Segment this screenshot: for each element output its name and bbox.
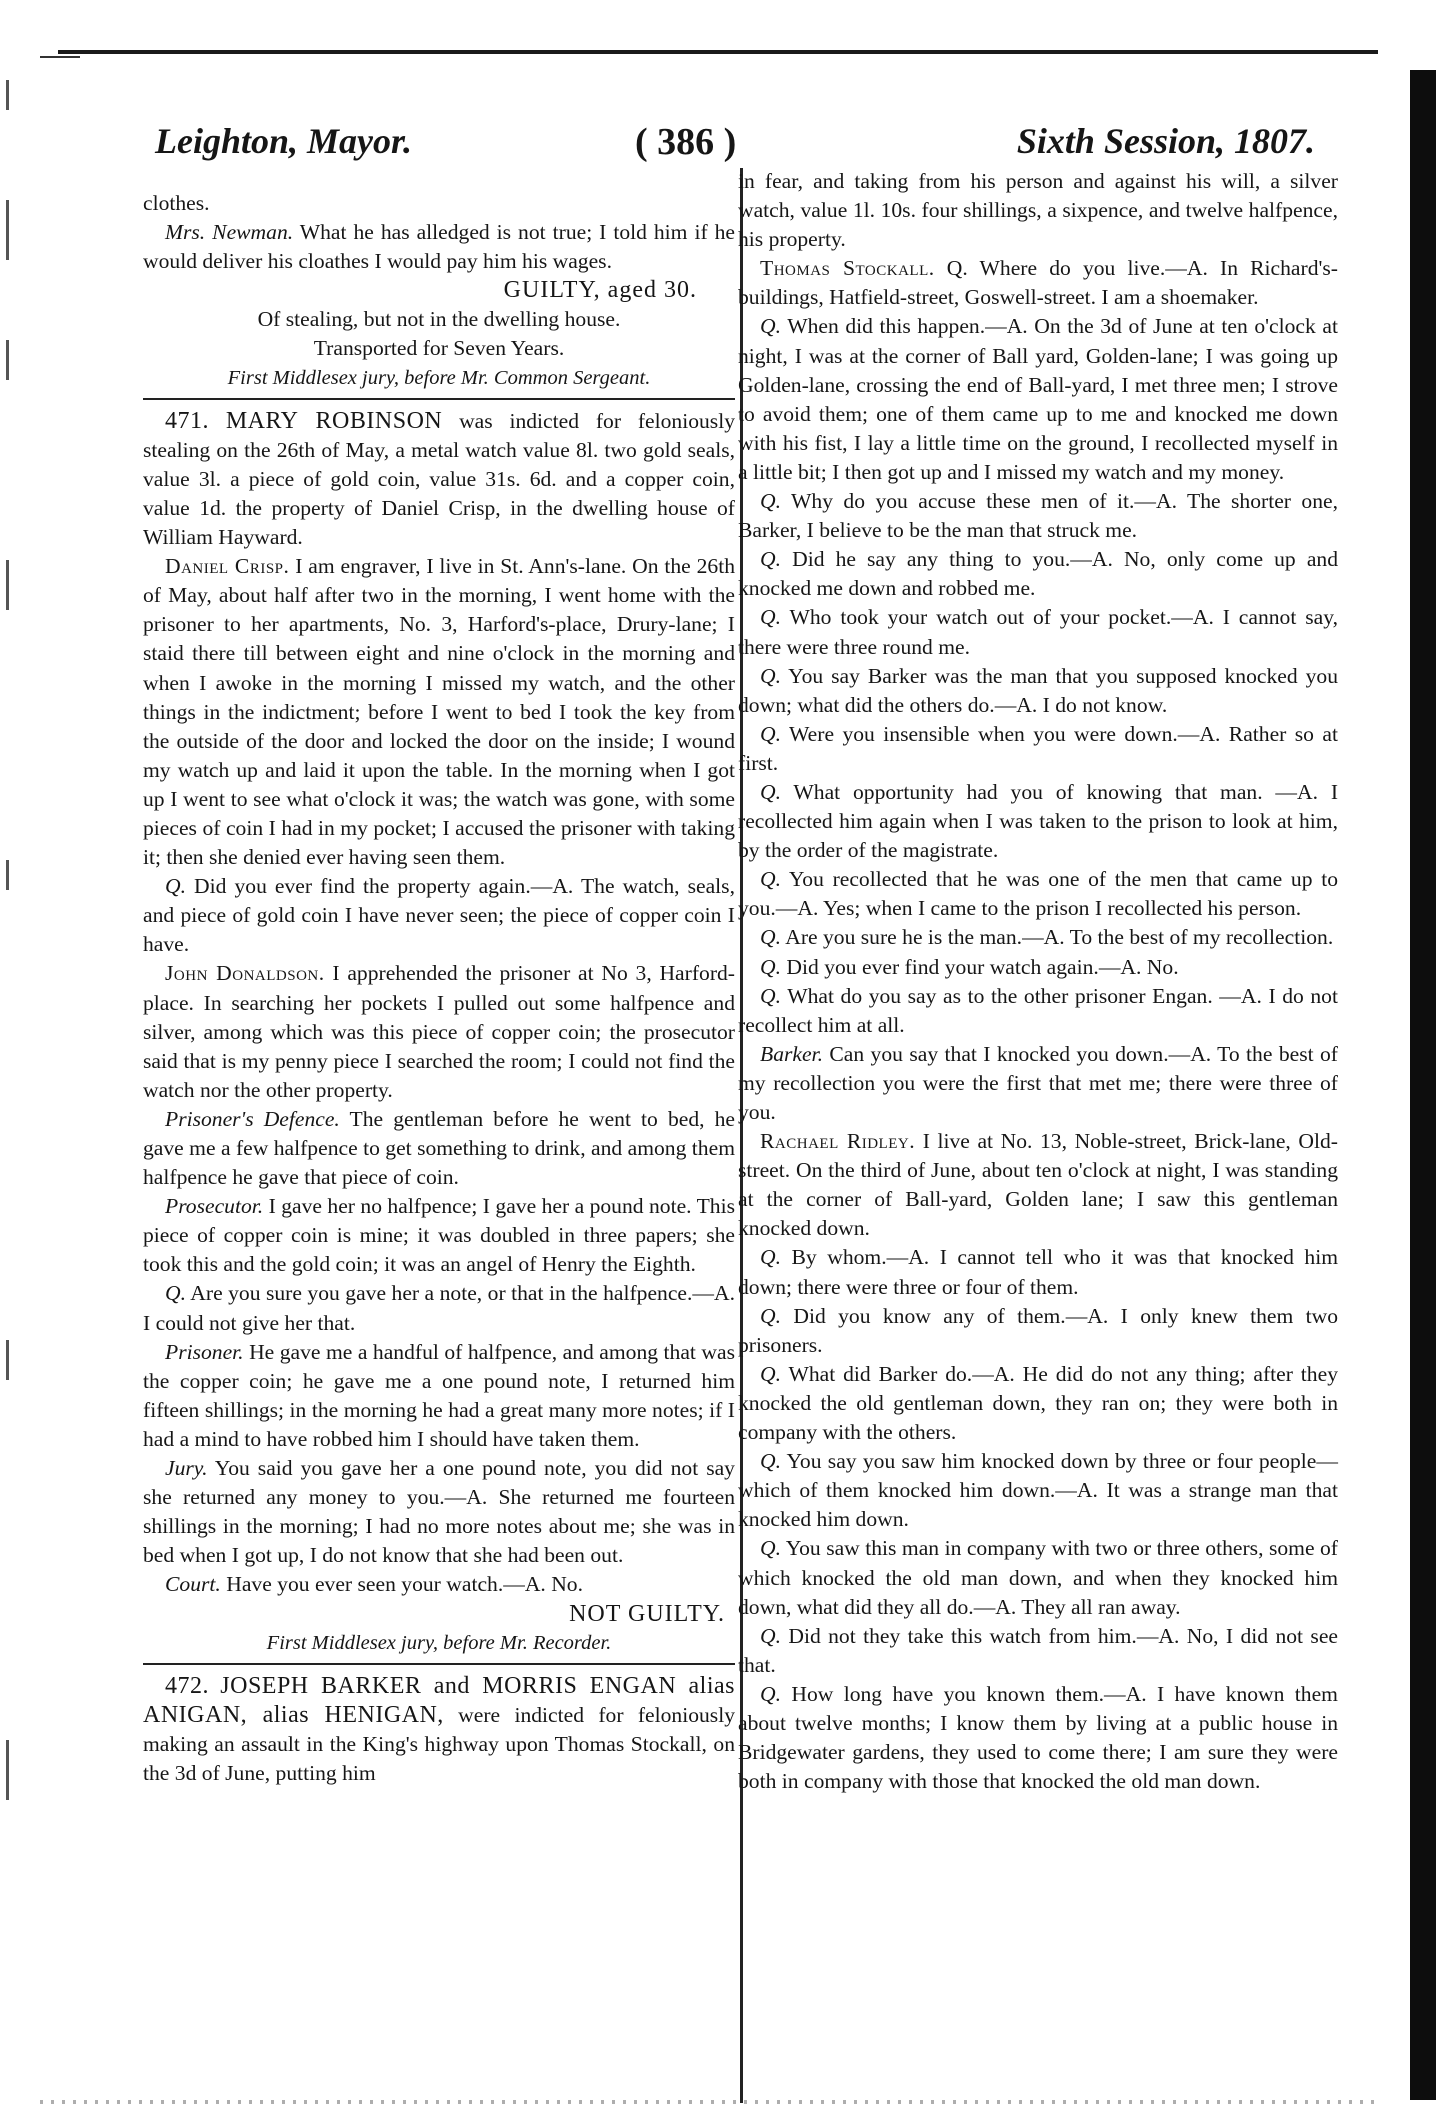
case-indictment (143, 1672, 735, 1788)
testimony-paragraph (143, 1570, 735, 1599)
testimony-paragraph (738, 312, 1338, 487)
speech-text: How long have you known them.—A. I have known them about twelve months; I know them by living at a public house in Bridgewater gardens, they used to come there; I am sure they were both in company with those that knocked the old man down. (738, 1681, 1338, 1794)
speech-text: Did you ever find your watch again.—A. No. (786, 954, 1179, 979)
speaker-label: Mrs. Newman. (165, 220, 294, 245)
speaker-label: Q. (760, 1449, 781, 1474)
case-separator (143, 398, 735, 400)
testimony-paragraph (738, 603, 1338, 661)
speech-text: Who took your watch out of your pocket.—A. I cannot say, there were three round me. (738, 605, 1338, 659)
verdict-detail: Of stealing, but not in the dwelling house. (257, 307, 621, 332)
top-rule-mark (40, 56, 80, 58)
case-number: 471. (165, 407, 209, 434)
speech-text: Are you sure he is the man.—A. To the best of my recollection. (785, 925, 1334, 950)
binding-shadow (1410, 70, 1436, 2100)
jury-line: First Middlesex jury, before Mr. Recorder. (266, 1631, 612, 1654)
speech-text: I am engraver, I live in St. Ann's-lane. On the 26th of May, about half after two in the morning, I went home with the prisoner to her apartments, No. 3, Harford's-place, Drury-lane; I staid there till between eight and nine o'clock in the morning and when I awoke in the morning I missed my watch, and the other things in the indictment; before I went to bed I took the key from the outside of the door and locked the door on the inside; I wound my watch up and laid it upon the table. In the morning when I got up I went to see what o'clock it was; the watch was gone, with some pieces of coin I had in my pocket; I accused the prisoner with taking it; then she denied ever having seen them. (143, 554, 735, 870)
speech-text: Did he say any thing to you.—A. No, only come up and knocked me down and robbed me. (738, 547, 1338, 601)
indictment-text: were indicted for feloniously making an assault in the King's highway upon Thomas Stockall, on the 3d of June, putting him (143, 1702, 735, 1785)
speech-text: Can you say that I knocked you down.—A. To the best of my recollection you were the first that met me; there were three of you. (738, 1041, 1338, 1124)
speaker-label: Daniel Crisp. (165, 554, 290, 579)
paragraph (143, 218, 735, 276)
speaker-label: Court. (165, 1572, 221, 1597)
testimony-paragraph (738, 1447, 1338, 1534)
speech-text: Were you insensible when you were down.—A. Rather so at first. (738, 721, 1338, 775)
speaker-label: Q. (760, 721, 781, 746)
speaker-label: Prosecutor. (165, 1194, 264, 1219)
speaker-label: Q. (760, 314, 781, 339)
testimony-paragraph (738, 1680, 1338, 1796)
speech-text: You saw this man in company with two or three others, some of which knocked the old man down, and when they knocked him down, what did they all do.—A. They all ran away. (738, 1536, 1338, 1619)
speech-text: Q. Where do you live.—A. In Richard's-buildings, Hatfield-street, Goswell-street. I am a shoemaker. (738, 256, 1338, 310)
right-column (738, 167, 1338, 1796)
speaker-label: John Donaldson. (165, 961, 325, 986)
testimony-paragraph (738, 1243, 1338, 1301)
sentence: Transported for Seven Years. (313, 336, 565, 361)
testimony-paragraph (738, 982, 1338, 1040)
page-edge-left (0, 40, 26, 2090)
testimony-paragraph (738, 1622, 1338, 1680)
jury-line: First Middlesex jury, before Mr. Common Sergeant. (227, 366, 651, 389)
speaker-label: Q. (760, 605, 781, 630)
testimony-paragraph (143, 872, 735, 959)
speaker-label: Q. (760, 489, 781, 514)
testimony-paragraph (738, 545, 1338, 603)
speech-text: Have you ever seen your watch.—A. No. (226, 1572, 584, 1597)
testimony-paragraph (143, 959, 735, 1104)
speech-text: By whom.—A. I cannot tell who it was that knocked him down; there were three or four of them. (738, 1245, 1338, 1299)
speaker-label: Q. (760, 983, 781, 1008)
speech-text: When did this happen.—A. On the 3d of June at ten o'clock at night, I was at the corner of Ball yard, Golden-lane; I was going up Golden-lane, crossing the end of Ball-yard, I met three men; I strove to avoid them; one of them came up to me and knocked me down with his fist, I lay a little time on the ground, I recollected myself in a little bit; I then got up and I missed my watch and my money. (738, 314, 1338, 484)
case-separator (143, 1663, 735, 1665)
speech-text: What he has alledged is not true; I told him if he would deliver his cloathes I would pay him his wages. (143, 220, 735, 274)
paragraph: clothes. (143, 191, 210, 215)
testimony-list (738, 167, 1338, 1796)
speaker-label: Q. (760, 1536, 781, 1561)
speaker-label: Prisoner's Defence. (165, 1106, 340, 1131)
speaker-label: Barker. (760, 1041, 823, 1066)
speaker-label: Q. (760, 547, 781, 572)
testimony-paragraph (738, 1302, 1338, 1360)
speech-text: Did not they take this watch from him.—A. No, I did not see that. (738, 1623, 1338, 1677)
speaker-label: Q. (165, 874, 186, 899)
speech-text: What do you say as to the other prisoner Engan. —A. I do not recollect him at all. (738, 983, 1338, 1037)
testimony-paragraph (738, 1127, 1338, 1243)
case-indictment (143, 407, 735, 552)
speaker-label: Q. (760, 779, 781, 804)
testimony-paragraph (738, 865, 1338, 923)
testimony-paragraph (738, 720, 1338, 778)
testimony-paragraph (143, 1192, 735, 1279)
speech-text: The gentleman before he went to bed, he gave me a few halfpence to get something to drink, and among them halfpence he gave that piece of coin. (143, 1106, 735, 1190)
speech-text: Did you know any of them.—A. I only knew them two prisoners. (738, 1303, 1339, 1357)
speech-text: He gave me a handful of halfpence, and among that was the copper coin; he gave me a one pound note, I returned him fifteen shillings; in the morning he had a great many more notes; if I had a mind to have robbed him I should have taken them. (143, 1339, 735, 1451)
top-rule (58, 50, 1378, 54)
testimony-paragraph (738, 662, 1338, 720)
speech-text: What did Barker do.—A. He did do not any thing; after they knocked the old gentleman down, they ran on; they were both in company with the others. (738, 1361, 1338, 1445)
speaker-label: Jury. (165, 1456, 208, 1481)
speaker-label: Q. (760, 1361, 781, 1386)
testimony-paragraph (738, 254, 1338, 312)
testimony-paragraph (143, 552, 735, 872)
speaker-label: Prisoner. (165, 1339, 244, 1364)
verdict-not-guilty: NOT GUILTY. (569, 1600, 725, 1627)
speech-text: You said you gave her a one pound note, you did not say she returned any money to you.—A. She returned me fourteen shillings in the morning; I had no more notes about me; she was in bed when I got up, I do not know that she had been out. (143, 1456, 735, 1568)
speaker-label: Q. (760, 663, 781, 688)
speaker-label: Q. (760, 1303, 781, 1328)
testimony-paragraph (143, 1279, 735, 1337)
defendant-name: JOSEPH BARKER and MORRIS ENGAN alias ANIGAN, alias HENIGAN, (143, 1672, 735, 1728)
speaker-label: Q. (760, 1623, 781, 1648)
testimony-paragraph (738, 1360, 1338, 1447)
speaker-label: Q. (760, 1245, 781, 1270)
testimony-paragraph (738, 923, 1338, 952)
speech-text: I gave her no halfpence; I gave her a pound note. This piece of copper coin is mine; it was doubled in three papers; she took this and the gold coin; it was an angel of Henry the Eighth. (143, 1194, 735, 1277)
speaker-label: Thomas Stockall. (760, 256, 935, 281)
testimony-paragraph (738, 1040, 1338, 1127)
speaker-label: Q. (760, 954, 781, 979)
speech-text: Are you sure you gave her a note, or that in the halfpence.—A. I could not give her that. (143, 1281, 735, 1335)
left-column (143, 189, 735, 1788)
testimony-paragraph (738, 1534, 1338, 1621)
speech-text: Did you ever find the property again.—A. The watch, seals, and piece of gold coin I have never seen; the piece of copper coin I have. (143, 874, 735, 957)
speech-text: You say you saw him knocked down by three or four people—which of them knocked him down.—A. It was a strange man that knocked him down. (738, 1449, 1338, 1532)
testimony-paragraph (143, 1454, 735, 1570)
speech-text: I apprehended the prisoner at No 3, Harford-place. In searching her pockets I pulled out some halfpence and silver, among which was this piece of copper coin; the prosecutor said that is my penny piece I searched the room; I could not find the watch nor the other property. (143, 961, 735, 1102)
defendant-name: MARY ROBINSON (225, 407, 443, 434)
speech-text: What opportunity had you of knowing that man. —A. I recollected him again when I was taken to the prison to look at him, by the order of the magistrate. (738, 779, 1339, 863)
testimony-list (143, 552, 735, 1599)
running-header (155, 120, 1315, 170)
speaker-label: Q. (165, 1281, 186, 1306)
verdict-guilty: GUILTY, aged 30. (503, 277, 697, 304)
testimony-paragraph (143, 1105, 735, 1192)
speech-text: in fear, and taking from his person and against his will, a silver watch, value 1l. 10s. four shillings, a sixpence, and twelve halfpence, his property. (738, 169, 1338, 252)
page-number: ( 386 ) (635, 121, 737, 163)
speaker-label: Q. (760, 925, 781, 950)
header-session: Sixth Session, 1807. (1016, 121, 1315, 161)
indictment-text: was indicted for feloniously stealing on the 26th of May, a metal watch value 8l. two gold seals, value 3l. a piece of gold coin, value 31s. 6d. and a copper coin, value 1d. the property of Daniel Crisp, in the dwelling house of William Hayward. (143, 408, 735, 550)
speech-text: I live at No. 13, Noble-street, Brick-lane, Old-street. On the third of June, about ten o'clock at night, I was standing at the corner of Ball-yard, Golden lane; I saw this gentleman knocked down. (738, 1129, 1338, 1241)
speaker-label: Q. (760, 867, 781, 892)
speaker-label: Rachael Ridley. (760, 1129, 916, 1154)
testimony-paragraph (738, 487, 1338, 545)
testimony-paragraph (738, 778, 1338, 865)
case-number: 472. (165, 1672, 209, 1699)
speaker-label: Q. (760, 1681, 781, 1706)
speech-text: Why do you accuse these men of it.—A. The shorter one, Barker, I believe to be the man that struck me. (738, 489, 1338, 543)
testimony-paragraph (738, 167, 1338, 254)
bottom-edge (40, 2100, 1380, 2104)
testimony-paragraph (143, 1338, 735, 1454)
speech-text: You recollected that he was one of the men that came up to you.—A. Yes; when I came to the prison I recollected his person. (738, 867, 1338, 921)
speech-text: You say Barker was the man that you supposed knocked you down; what did the others do.—A. I do not know. (738, 663, 1338, 717)
testimony-paragraph (738, 953, 1338, 982)
header-mayor: Leighton, Mayor. (155, 121, 413, 161)
